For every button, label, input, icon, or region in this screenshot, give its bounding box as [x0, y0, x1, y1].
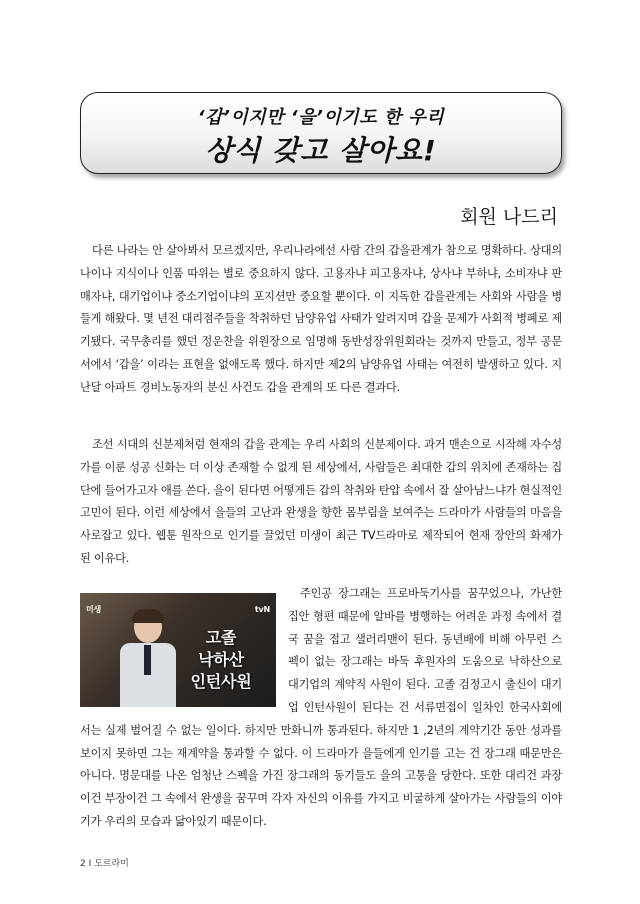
- paragraph-3: 주인공 장그래는 프로바둑기사를 꿈꾸었으나, 가난한 집안 형편 때문에 알바를 병행하는 어려운 과정 속에서 결국 꿈을 접고 샐러리맨이 된다. 동년배에 비해 아무런 스펙이 없는 장그래는 바둑 후원자의 도움으로 낙하산으로 대기업의 계약직 사원이 된다. 고졸 검정고시 출신이 대기업 인턴사원이 된다는 건 서류면접이 일차인 한국사회에서는 실제 벌어질 수 없는 일이다. 하지만 만화니까 통과된다. 하지만 1 ,2년의 계약기간 동안 성과를 보이지 못하면 그는 재계약을 통과할 수 없다. 이 드라마가 을들에게 인기를 고는 건 장그래 때문만은 아니다. 명문대를 나온 엄청난 스펙을 가진 장그래의 동기들도 을의 고통을 당한다. 또한 대리건 과장이건 부장이건 그 속에서 완생을 꿈꾸며 각자 자신의 이유를 가지고 비굴하게 살아가는 사람들의 이야기가 우리의 모습과 닮아있기 때문이다.: [80, 587, 562, 828]
- actor-figure: [120, 611, 176, 707]
- drama-logo: 미생: [86, 605, 102, 614]
- paragraph-3-block: [80, 583, 562, 834]
- photo-caption: 고졸 낙하산 인턴사원: [190, 628, 252, 691]
- page-footer: 2 I 도르라미: [80, 859, 129, 869]
- paragraph-2: 조선 시대의 신분제처럼 현재의 갑을 관계는 우리 사회의 신분제이다. 과거 맨손으로 시작해 자수성가를 이룬 성공 신화는 더 이상 존재할 수 없게 된 세상에서, 사람들은 최대한 갑의 위치에 존재하는 집단에 들어가고자 애를 쓴다. 을이 된다면 어떻게든 갑의 착취와 탄압 속에서 잘 살아남느냐가 현실적인 고민이 된다. 이런 세상에서 을들의 고난과 완생을 향한 몸부림을 보여주는 드라마가 사람들의 마음을 사로잡고 있다. 웹툰 원작으로 인기를 끌었던 미생이 최근 TV드라마로 제작되어 현재 장안의 화제가 된 이유다.: [80, 438, 562, 565]
- paragraph-1: 다른 나라는 안 살아봐서 모르겠지만, 우리나라에선 사람 간의 갑을관계가 참으로 명확하다. 상대의 나이나 지식이나 인품 따위는 별로 중요하지 않다. 고용자냐 피고용자냐, 상사냐 부하냐, 소비자냐 판매자냐, 대기업이냐 중소기업이냐의 포지션만 중요할 뿐이다. 이 지독한 갑을관계는 사회와 사람을 병들게 해왔다. 몇 년전 대리점주들을 착취하던 남양유업 사태가 알려지며 갑을 문제가 사회적 병폐로 제기됐다. 국무총리를 했던 정운찬을 위원장으로 임명해 동반성장위원회라는 것까지 만들고, 정부 공문서에서 ‘갑을’ 이라는 표현을 없애도록 했다. 하지만 제2의 남양유업 사태는 여전히 발생하고 있다. 지난달 아파트 경비노동자의 분신 사건도 갑을 관계의 또 다른 결과다.: [80, 244, 562, 394]
- drama-still-image: [80, 593, 276, 707]
- article-title: 상식 갖고 살아요!: [205, 134, 437, 167]
- channel-logo: tvN: [254, 605, 270, 614]
- article-subtitle: ‘갑’이지만 ‘을’이기도 한 우리: [197, 107, 445, 128]
- author-byline: 회원 나드리: [460, 206, 558, 228]
- title-box: [80, 92, 562, 174]
